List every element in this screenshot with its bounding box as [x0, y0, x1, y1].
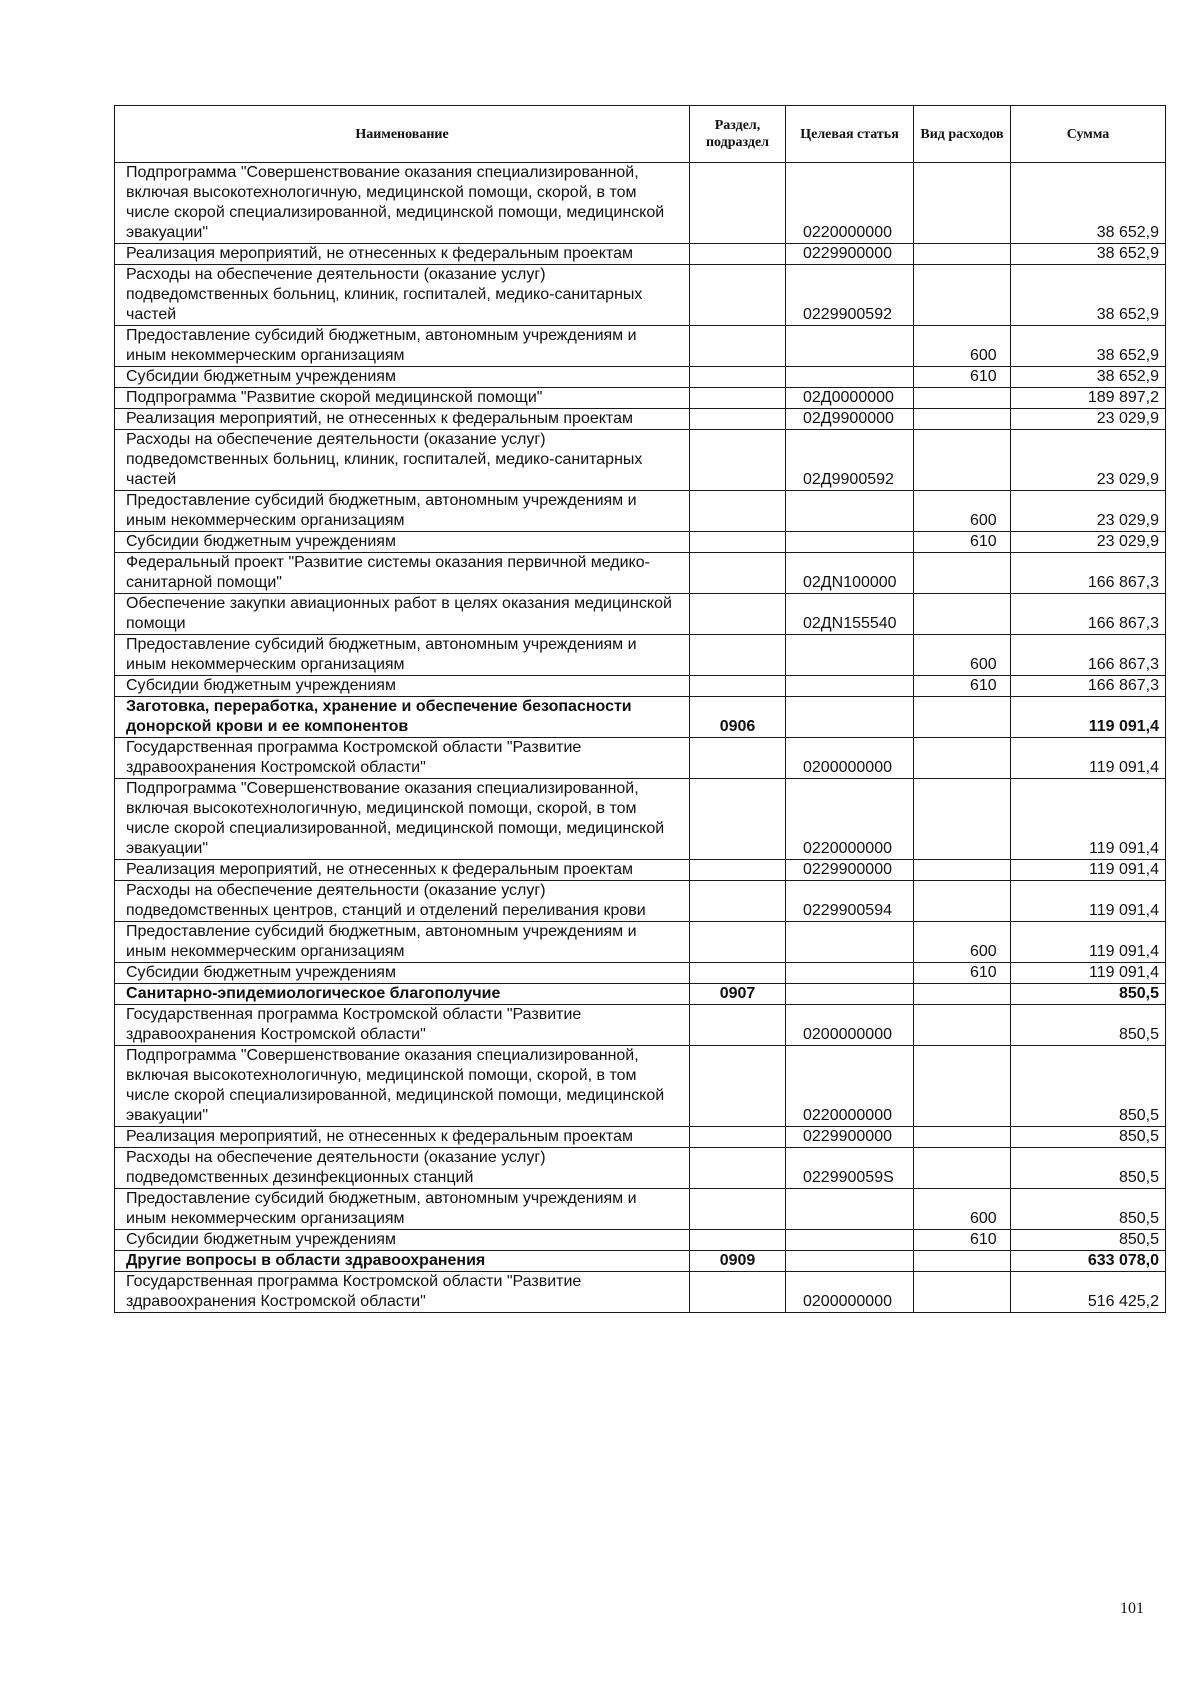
table-row: [115, 1230, 1166, 1251]
cell-article: [786, 326, 914, 367]
cell-expense-type: [914, 860, 1011, 881]
cell-section: [690, 881, 786, 922]
cell-expense-type: 600: [914, 635, 1011, 676]
cell-expense-type: [914, 388, 1011, 409]
cell-section: [690, 326, 786, 367]
table-row: [115, 984, 1166, 1005]
cell-name: Реализация мероприятий, не отнесенных к федеральным проектам: [115, 244, 690, 265]
cell-expense-type: 610: [914, 1230, 1011, 1251]
cell-sum: 38 652,9: [1011, 326, 1166, 367]
cell-expense-type: 600: [914, 326, 1011, 367]
cell-section: [690, 367, 786, 388]
page-number: 101: [1120, 1600, 1144, 1617]
table-row: [115, 1127, 1166, 1148]
table-row: [115, 881, 1166, 922]
cell-article: 022990059S: [786, 1148, 914, 1189]
table-row: [115, 388, 1166, 409]
cell-name: Другие вопросы в области здравоохранения: [115, 1251, 690, 1272]
cell-expense-type: [914, 244, 1011, 265]
cell-name: Расходы на обеспечение деятельности (оказание услуг) подведомственных больниц, клиник, госпиталей, медико-санитарных частей: [115, 430, 690, 491]
cell-sum: 23 029,9: [1011, 430, 1166, 491]
cell-sum: 166 867,3: [1011, 594, 1166, 635]
cell-article: 0229900000: [786, 1127, 914, 1148]
cell-section: [690, 963, 786, 984]
cell-expense-type: [914, 409, 1011, 430]
cell-name: Подпрограмма "Развитие скорой медицинской помощи": [115, 388, 690, 409]
cell-article: 02Д0000000: [786, 388, 914, 409]
cell-name: Расходы на обеспечение деятельности (оказание услуг) подведомственных центров, станций и отделений переливания крови: [115, 881, 690, 922]
cell-section: [690, 265, 786, 326]
table-row: [115, 430, 1166, 491]
table-row: [115, 738, 1166, 779]
cell-sum: 38 652,9: [1011, 367, 1166, 388]
cell-expense-type: 610: [914, 367, 1011, 388]
cell-article: 0200000000: [786, 1005, 914, 1046]
cell-article: [786, 984, 914, 1005]
cell-sum: 850,5: [1011, 1189, 1166, 1230]
cell-expense-type: 610: [914, 963, 1011, 984]
cell-name: Реализация мероприятий, не отнесенных к федеральным проектам: [115, 409, 690, 430]
cell-sum: 38 652,9: [1011, 163, 1166, 244]
cell-section: [690, 491, 786, 532]
cell-section: [690, 163, 786, 244]
cell-expense-type: [914, 697, 1011, 738]
table-row: [115, 1272, 1166, 1313]
cell-name: Подпрограмма "Совершенствование оказания специализированной, включая высокотехнологичную, медицинской помощи, скорой, в том числе скорой специализированной, медицинской помощи, медицинской эвакуации": [115, 779, 690, 860]
cell-sum: 166 867,3: [1011, 553, 1166, 594]
cell-expense-type: [914, 553, 1011, 594]
cell-expense-type: [914, 1005, 1011, 1046]
cell-name: Субсидии бюджетным учреждениям: [115, 963, 690, 984]
cell-name: Федеральный проект "Развитие системы оказания первичной медико-санитарной помощи": [115, 553, 690, 594]
cell-article: [786, 532, 914, 553]
cell-sum: 850,5: [1011, 1127, 1166, 1148]
table-row: [115, 922, 1166, 963]
cell-expense-type: [914, 163, 1011, 244]
cell-sum: 850,5: [1011, 1046, 1166, 1127]
cell-article: [786, 491, 914, 532]
table-row: [115, 1251, 1166, 1272]
table-row: [115, 1148, 1166, 1189]
cell-article: [786, 1230, 914, 1251]
cell-article: [786, 367, 914, 388]
cell-section: [690, 860, 786, 881]
cell-article: [786, 922, 914, 963]
table-row: [115, 697, 1166, 738]
cell-name: Расходы на обеспечение деятельности (оказание услуг) подведомственных дезинфекционных станций: [115, 1148, 690, 1189]
cell-sum: 23 029,9: [1011, 409, 1166, 430]
cell-expense-type: [914, 594, 1011, 635]
cell-article: 02ДN100000: [786, 553, 914, 594]
cell-section: [690, 1189, 786, 1230]
cell-name: Государственная программа Костромской области "Развитие здравоохранения Костромской области": [115, 1005, 690, 1046]
cell-section: [690, 409, 786, 430]
cell-sum: 119 091,4: [1011, 860, 1166, 881]
header-row: [115, 106, 1166, 163]
cell-expense-type: [914, 1046, 1011, 1127]
table-body: [115, 163, 1166, 1313]
cell-name: Реализация мероприятий, не отнесенных к федеральным проектам: [115, 860, 690, 881]
cell-name: Реализация мероприятий, не отнесенных к федеральным проектам: [115, 1127, 690, 1148]
cell-name: Заготовка, переработка, хранение и обеспечение безопасности донорской крови и ее компонентов: [115, 697, 690, 738]
cell-section: 0906: [690, 697, 786, 738]
cell-article: [786, 697, 914, 738]
cell-name: Государственная программа Костромской области "Развитие здравоохранения Костромской области": [115, 1272, 690, 1313]
cell-sum: 189 897,2: [1011, 388, 1166, 409]
cell-article: [786, 963, 914, 984]
table-row: [115, 1189, 1166, 1230]
table-row: [115, 1005, 1166, 1046]
cell-name: Обеспечение закупки авиационных работ в целях оказания медицинской помощи: [115, 594, 690, 635]
table-row: [115, 491, 1166, 532]
cell-sum: 119 091,4: [1011, 963, 1166, 984]
table-row: [115, 409, 1166, 430]
cell-name: Предоставление субсидий бюджетным, автономным учреждениям и иным некоммерческим организациям: [115, 922, 690, 963]
cell-expense-type: 600: [914, 491, 1011, 532]
cell-section: 0907: [690, 984, 786, 1005]
cell-expense-type: 600: [914, 1189, 1011, 1230]
cell-article: [786, 1189, 914, 1230]
table-row: [115, 1046, 1166, 1127]
cell-sum: 119 091,4: [1011, 779, 1166, 860]
cell-article: 0229900592: [786, 265, 914, 326]
table-row: [115, 963, 1166, 984]
cell-article: 02ДN155540: [786, 594, 914, 635]
table-row: [115, 860, 1166, 881]
cell-sum: 850,5: [1011, 1148, 1166, 1189]
cell-article: 02Д9900000: [786, 409, 914, 430]
table-row: [115, 594, 1166, 635]
cell-sum: 23 029,9: [1011, 532, 1166, 553]
cell-expense-type: [914, 1148, 1011, 1189]
cell-sum: 516 425,2: [1011, 1272, 1166, 1313]
cell-expense-type: [914, 984, 1011, 1005]
cell-article: 0229900594: [786, 881, 914, 922]
cell-section: [690, 532, 786, 553]
cell-section: [690, 676, 786, 697]
cell-expense-type: 610: [914, 532, 1011, 553]
cell-sum: 119 091,4: [1011, 738, 1166, 779]
cell-section: [690, 1230, 786, 1251]
cell-article: 0220000000: [786, 1046, 914, 1127]
table-row: [115, 163, 1166, 244]
cell-name: Санитарно-эпидемиологическое благополучие: [115, 984, 690, 1005]
cell-article: [786, 676, 914, 697]
cell-sum: 633 078,0: [1011, 1251, 1166, 1272]
cell-section: [690, 244, 786, 265]
cell-name: Государственная программа Костромской области "Развитие здравоохранения Костромской области": [115, 738, 690, 779]
cell-name: Субсидии бюджетным учреждениям: [115, 676, 690, 697]
cell-name: Субсидии бюджетным учреждениям: [115, 532, 690, 553]
cell-article: 0200000000: [786, 1272, 914, 1313]
cell-expense-type: [914, 265, 1011, 326]
cell-section: [690, 1272, 786, 1313]
cell-expense-type: [914, 881, 1011, 922]
table-row: [115, 779, 1166, 860]
cell-article: 0229900000: [786, 860, 914, 881]
cell-name: Предоставление субсидий бюджетным, автономным учреждениям и иным некоммерческим организациям: [115, 635, 690, 676]
cell-section: [690, 922, 786, 963]
table-row: [115, 326, 1166, 367]
cell-section: [690, 553, 786, 594]
table-row: [115, 244, 1166, 265]
cell-section: [690, 388, 786, 409]
cell-section: [690, 1005, 786, 1046]
cell-sum: 166 867,3: [1011, 635, 1166, 676]
cell-sum: 850,5: [1011, 984, 1166, 1005]
table-row: [115, 635, 1166, 676]
cell-expense-type: [914, 1127, 1011, 1148]
cell-sum: 119 091,4: [1011, 881, 1166, 922]
table-row: [115, 553, 1166, 594]
cell-name: Предоставление субсидий бюджетным, автономным учреждениям и иным некоммерческим организациям: [115, 326, 690, 367]
cell-expense-type: [914, 779, 1011, 860]
cell-article: [786, 635, 914, 676]
cell-section: [690, 594, 786, 635]
table-row: [115, 265, 1166, 326]
cell-article: [786, 1251, 914, 1272]
header-article: Целевая статья: [786, 106, 914, 163]
cell-expense-type: 610: [914, 676, 1011, 697]
cell-sum: 850,5: [1011, 1230, 1166, 1251]
budget-table: [114, 105, 1166, 1313]
cell-expense-type: 600: [914, 922, 1011, 963]
cell-article: 0229900000: [786, 244, 914, 265]
cell-name: Предоставление субсидий бюджетным, автономным учреждениям и иным некоммерческим организациям: [115, 491, 690, 532]
cell-sum: 119 091,4: [1011, 697, 1166, 738]
header-section: Раздел, подраздел: [690, 106, 786, 163]
cell-section: 0909: [690, 1251, 786, 1272]
cell-expense-type: [914, 1272, 1011, 1313]
cell-name: Подпрограмма "Совершенствование оказания специализированной, включая высокотехнологичную, медицинской помощи, скорой, в том числе скорой специализированной, медицинской помощи, медицинской эвакуации": [115, 1046, 690, 1127]
cell-section: [690, 738, 786, 779]
header-expense-type: Вид расходов: [914, 106, 1011, 163]
table-row: [115, 532, 1166, 553]
cell-article: 0220000000: [786, 163, 914, 244]
cell-name: Расходы на обеспечение деятельности (оказание услуг) подведомственных больниц, клиник, госпиталей, медико-санитарных частей: [115, 265, 690, 326]
cell-section: [690, 1046, 786, 1127]
cell-section: [690, 1127, 786, 1148]
cell-sum: 166 867,3: [1011, 676, 1166, 697]
cell-article: 0200000000: [786, 738, 914, 779]
cell-name: Субсидии бюджетным учреждениям: [115, 1230, 690, 1251]
cell-sum: 38 652,9: [1011, 244, 1166, 265]
cell-section: [690, 635, 786, 676]
cell-section: [690, 1148, 786, 1189]
cell-section: [690, 779, 786, 860]
cell-expense-type: [914, 738, 1011, 779]
cell-sum: 23 029,9: [1011, 491, 1166, 532]
cell-section: [690, 430, 786, 491]
cell-name: Подпрограмма "Совершенствование оказания специализированной, включая высокотехнологичную, медицинской помощи, скорой, в том числе скорой специализированной, медицинской помощи, медицинской эвакуации": [115, 163, 690, 244]
cell-name: Субсидии бюджетным учреждениям: [115, 367, 690, 388]
cell-expense-type: [914, 430, 1011, 491]
table-row: [115, 367, 1166, 388]
header-name: Наименование: [115, 106, 690, 163]
table-row: [115, 676, 1166, 697]
cell-sum: 850,5: [1011, 1005, 1166, 1046]
header-sum: Сумма: [1011, 106, 1166, 163]
cell-name: Предоставление субсидий бюджетным, автономным учреждениям и иным некоммерческим организациям: [115, 1189, 690, 1230]
cell-sum: 119 091,4: [1011, 922, 1166, 963]
cell-sum: 38 652,9: [1011, 265, 1166, 326]
cell-article: 0220000000: [786, 779, 914, 860]
cell-expense-type: [914, 1251, 1011, 1272]
cell-article: 02Д9900592: [786, 430, 914, 491]
